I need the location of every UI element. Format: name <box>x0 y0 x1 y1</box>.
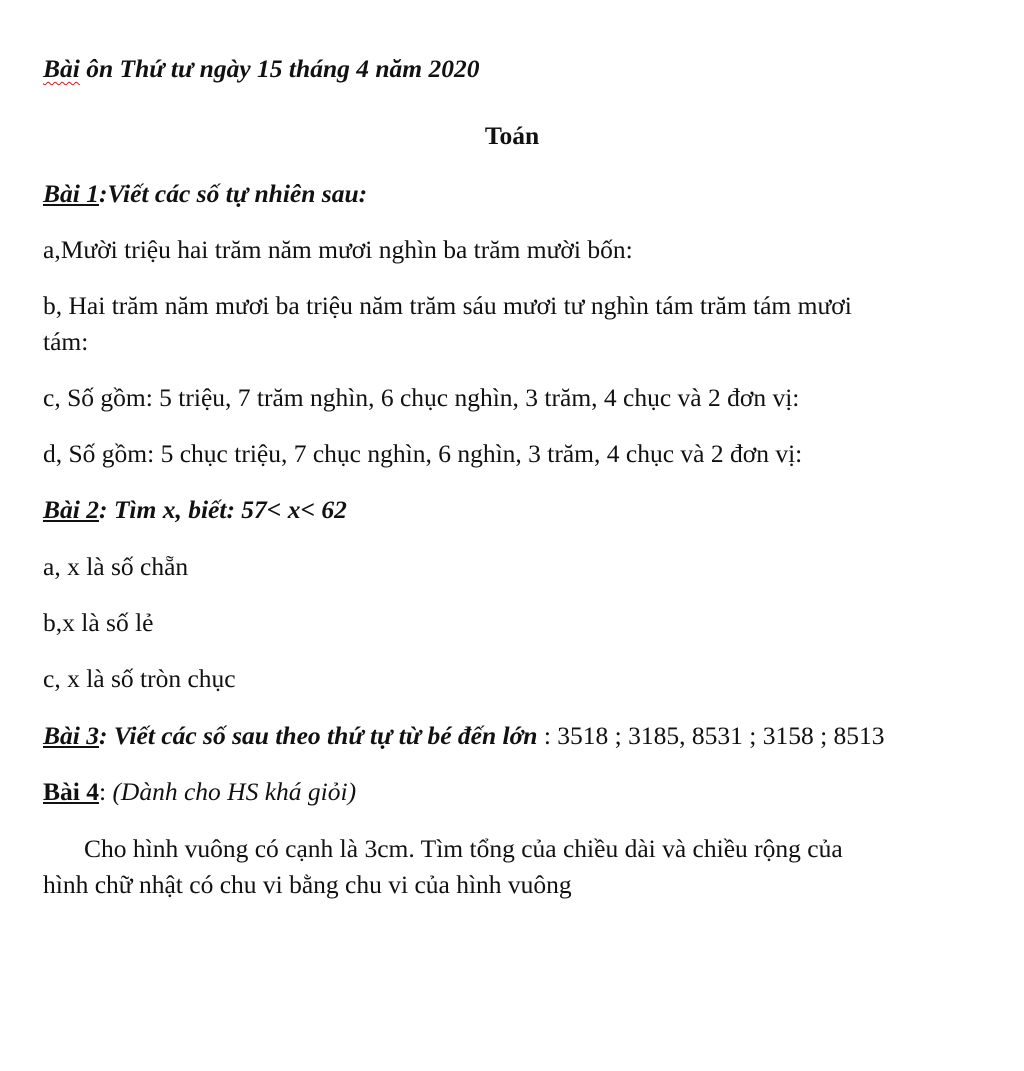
bai2-item-c: c, x là số tròn chục <box>43 664 236 693</box>
header-word-bai: Bài <box>43 54 80 83</box>
bai3-title: : Viết các số sau theo thứ tự từ bé đến lớn <box>98 721 538 750</box>
bai1-item-d: d, Số gồm: 5 chục triệu, 7 chục nghìn, 6 nghìn, 3 trăm, 4 chục và 2 đơn vị: <box>43 439 803 468</box>
bai1-title: :Viết các số tự nhiên sau: <box>98 179 368 208</box>
bai4-problem-line1: Cho hình vuông có cạnh là 3cm. Tìm tổng của chiều dài và chiều rộng của <box>84 834 843 863</box>
bai3-line <box>43 719 885 753</box>
bai2-item-a: a, x là số chẵn <box>43 552 189 581</box>
bai2-heading <box>43 493 347 527</box>
bai4-colon: : <box>98 777 113 806</box>
bai4-label: Bài 4 <box>43 777 99 806</box>
bai1-item-a: a,Mười triệu hai trăm năm mươi nghìn ba trăm mười bốn: <box>43 235 633 264</box>
bai2-title: : Tìm x, biết: 57< x< 62 <box>98 495 347 524</box>
bai2-item-b: b,x là số lẻ <box>43 608 154 637</box>
bai3-numbers: : 3518 ; 3185, 8531 ; 3158 ; 8513 <box>537 721 885 750</box>
bai1-item-c: c, Số gồm: 5 triệu, 7 trăm nghìn, 6 chục nghìn, 3 trăm, 4 chục và 2 đơn vị: <box>43 383 800 412</box>
bai2-label: Bài 2 <box>43 495 99 524</box>
subject-title: Toán <box>484 121 540 150</box>
bai1-item-b-line1: b, Hai trăm năm mươi ba triệu năm trăm sáu mươi tư nghìn tám trăm tám mươi <box>43 291 852 320</box>
bai1-heading <box>43 177 367 211</box>
bai4-heading <box>43 775 356 809</box>
bai1-item-b-line2: tám: <box>43 327 89 356</box>
bai4-note: (Dành cho HS khá giỏi) <box>112 777 357 806</box>
bai4-problem-line2: hình chữ nhật có chu vi bằng chu vi của hình vuông <box>43 870 572 899</box>
bai1-label: Bài 1 <box>43 179 99 208</box>
header-date-text: ôn Thứ tư ngày 15 tháng 4 năm 2020 <box>79 54 480 83</box>
document-header <box>43 52 480 86</box>
bai3-label: Bài 3 <box>43 721 99 750</box>
